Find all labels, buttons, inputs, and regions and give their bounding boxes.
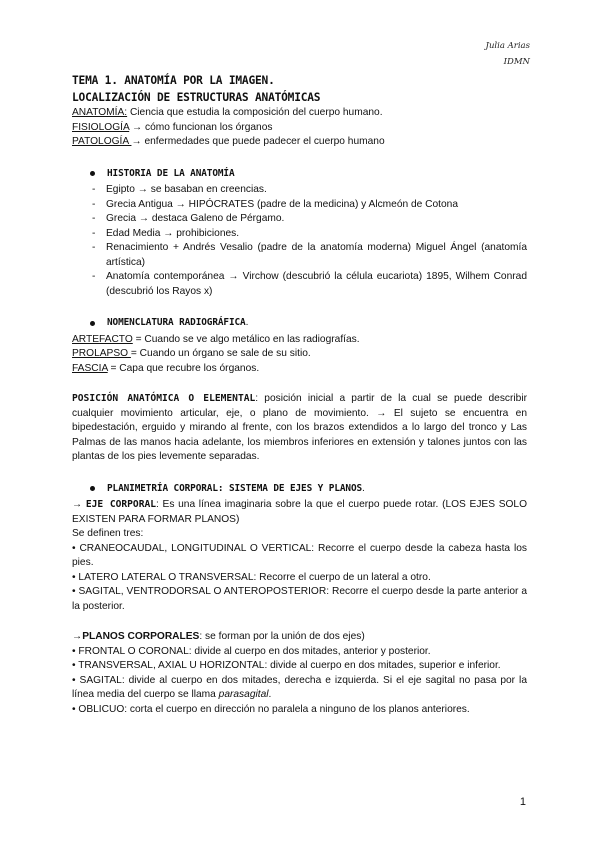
historia-list — [72, 183, 527, 299]
author-name: Julia Arias — [485, 41, 530, 51]
list-item — [72, 362, 527, 377]
term: ARTEFACTO — [72, 333, 133, 345]
title-line-1: TEMA 1. ANATOMÍA POR LA IMAGEN. — [72, 74, 275, 87]
posicion-paragraph — [72, 392, 527, 465]
definition-patologia — [72, 135, 527, 150]
plano-item: • FRONTAL O CORONAL: divide al cuerpo en dos mitades, anterior y posterior. — [72, 645, 431, 657]
page-number: 1 — [519, 796, 526, 808]
arrow-icon: → — [72, 631, 83, 642]
nomenclatura-list — [72, 333, 527, 377]
planos-heading: PLANOS CORPORALES — [82, 631, 200, 642]
definition-anatomia — [72, 106, 527, 121]
arrow-icon: → — [72, 499, 86, 510]
term-text: = Cuando se ve algo metálico en las radiografías. — [132, 333, 360, 345]
eje-item: • LATERO LATERAL O TRANSVERSAL: Recorre el cuerpo de un lateral a otro. — [72, 571, 431, 583]
section-heading-text: NOMENCLATURA RADIOGRÁFICA — [107, 317, 246, 328]
sagital-text: • SAGITAL: divide al cuerpo en dos mitades, derecha e izquierda. Si el eje sagital no pasa por la línea media del cuerpo se llama — [72, 674, 527, 700]
author-group: IDMN — [503, 57, 530, 67]
definition-text: → cómo funcionan los órganos — [129, 121, 273, 133]
bullet-icon — [90, 171, 95, 176]
plano-item: • OBLICUO: corta el cuerpo en dirección no paralela a ninguno de los planos anteriores. — [72, 703, 470, 715]
section-heading-text: HISTORIA DE LA ANATOMÍA — [107, 167, 235, 179]
posicion-heading: POSICIÓN ANATÓMICA O ELEMENTAL — [72, 393, 256, 404]
bullet-icon — [90, 486, 95, 491]
list-item: - Renacimiento + Andrés Vesalio (padre de la anatomía moderna) Miguel Ángel (anatomía artística) — [92, 241, 527, 270]
eje-item: • CRANEOCAUDAL, LONGITUDINAL O VERTICAL: Recorre el cuerpo desde la cabeza hasta los pies. — [72, 542, 527, 568]
posicion-text: : posición inicial a partir de la cual se puede describir cualquier movimiento articular, eje, o plano de movimiento. → El sujeto se encuentra en bipedestación, erguido y mirando al frente, con los brazos extendidos a lo largo del tronco y Las Palmas de las manos hacia adelante, los miembros inferiores en extensión y talones juntos con las plantas de los pies levemente separadas. — [72, 393, 527, 462]
eje-heading: EJE CORPORAL — [85, 499, 157, 510]
definition-term: FISIOLOGÍA — [72, 121, 130, 133]
sagital-italic: parasagital — [218, 689, 269, 700]
author-block — [486, 38, 530, 70]
section-planimetria-heading — [72, 482, 527, 497]
list-item: - Egipto → se basaban en creencias. — [92, 183, 527, 198]
list-item: - Grecia → destaca Galeno de Pérgamo. — [92, 212, 527, 227]
section-historia-heading — [72, 167, 527, 182]
se-definen-text: Se definen tres: — [72, 528, 144, 539]
term: PROLAPSO — [72, 348, 131, 359]
list-item — [72, 347, 527, 362]
document-body — [72, 72, 527, 717]
list-item: - Anatomía contemporánea → Virchow (descubrió la célula eucariota) 1895, Wilhem Conrad (descubrió los Rayos x) — [92, 270, 527, 299]
term-text: = Cuando un órgano se sale de su sitio. — [130, 348, 311, 359]
section-nomenclatura-heading — [72, 316, 527, 331]
list-item: - Grecia Antigua → HIPÓCRATES (padre de la medicina) y Alcmeón de Cotona — [92, 198, 527, 213]
section-heading-text: PLANIMETRÍA CORPORAL: SISTEMA DE EJES Y PLANOS — [107, 482, 363, 494]
definition-fisiologia — [72, 121, 527, 136]
definition-text: Ciencia que estudia la composición del cuerpo humano. — [127, 107, 383, 118]
planos-heading-line — [72, 630, 527, 645]
definition-text: → enfermedades que puede padecer el cuerpo humano — [131, 136, 385, 147]
eje-text: : Es una línea imaginaria sobre la que el cuerpo puede rotar. (LOS EJES SOLO EXISTEN PARA FORMAR PLANOS) — [72, 499, 527, 525]
section-heading-end: . — [362, 482, 365, 494]
section-heading-end: . — [245, 317, 249, 328]
sagital-end: . — [268, 689, 272, 700]
term-text: = Capa que recubre los órganos. — [107, 362, 260, 374]
eje-item: • SAGITAL, VENTRODORSAL O ANTEROPOSTERIOR: Recorre el cuerpo desde la parte anterior a la posterior. — [72, 586, 527, 612]
planos-text: : se forman por la unión de dos ejes) — [199, 631, 365, 642]
list-item: - Edad Media → prohibiciones. — [92, 227, 527, 242]
term: FASCIA — [72, 362, 108, 374]
list-item — [72, 333, 527, 348]
definition-term: PATOLOGÍA — [72, 136, 132, 147]
title-line-2: LOCALIZACIÓN DE ESTRUCTURAS ANATÓMICAS — [72, 91, 321, 104]
bullet-icon — [90, 321, 95, 326]
definitions-block — [72, 106, 527, 150]
eje-paragraph — [72, 498, 527, 527]
plano-item-sagital — [72, 674, 527, 703]
plano-item: • TRANSVERSAL, AXIAL U HORIZONTAL: divide al cuerpo en dos mitades, superior e inferior. — [72, 660, 501, 671]
definition-term: ANATOMÍA: — [72, 107, 128, 118]
